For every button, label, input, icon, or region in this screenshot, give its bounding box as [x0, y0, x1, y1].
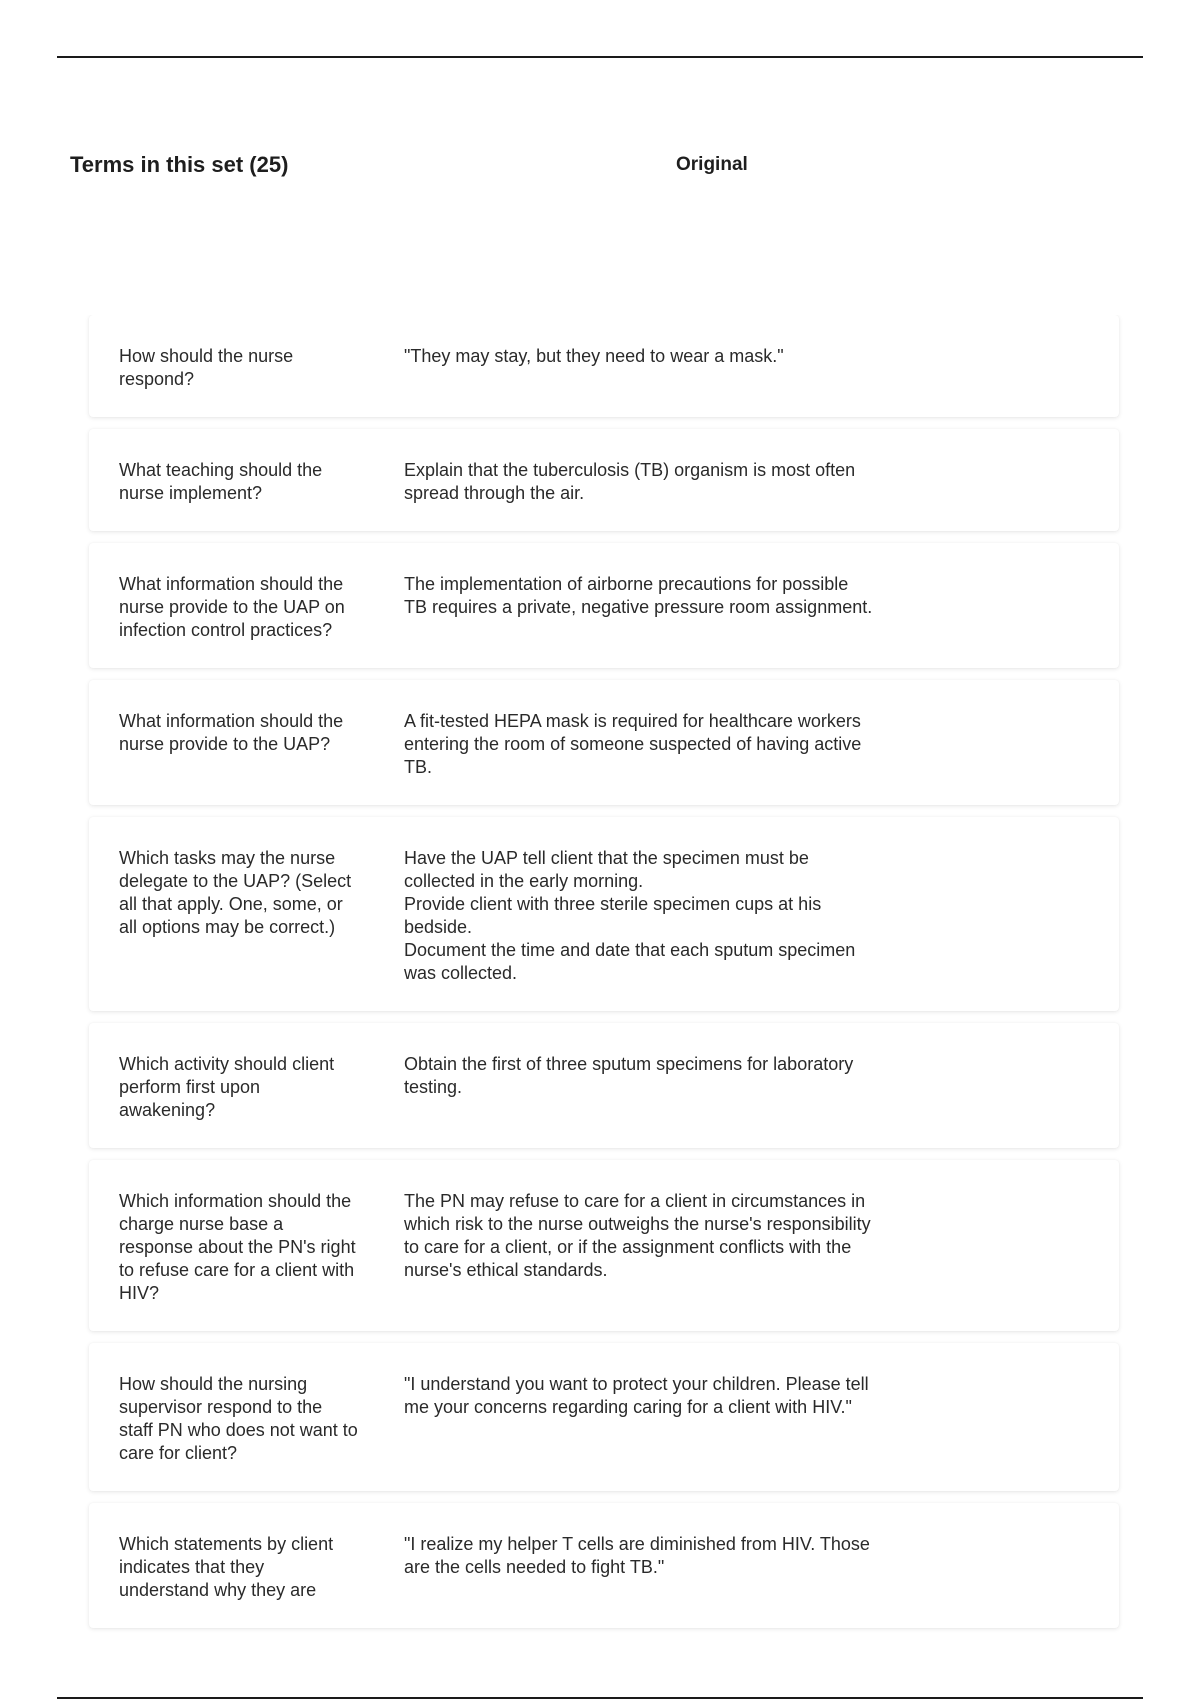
definition-text: Obtain the first of three sputum specimens for laboratory testing.	[404, 1054, 854, 1097]
set-subtitle: Original	[676, 154, 748, 175]
definition-text: "They may stay, but they need to wear a mask."	[404, 346, 784, 366]
terms-list	[89, 315, 1119, 1640]
definition-text: Explain that the tuberculosis (TB) organism is most often spread through the air.	[404, 460, 856, 503]
term-card[interactable]	[89, 1503, 1119, 1628]
term-text: What teaching should the nurse implement?	[119, 460, 323, 503]
term-card[interactable]	[89, 1160, 1119, 1331]
definition-text: Have the UAP tell client that the specimen must be collected in the early morning. Provide client with three sterile specimen cups at his bedside. Document the time and date that each sputum specimen was collected.	[404, 848, 856, 983]
definition-text: The PN may refuse to care for a client in circumstances in which risk to the nurse outweighs the nurse's responsibility to care for a client, or if the assignment conflicts with the nurse's ethical standards.	[404, 1191, 871, 1280]
term-text: What information should the nurse provide to the UAP on infection control practices?	[119, 574, 345, 640]
term-card[interactable]	[89, 429, 1119, 531]
term-card[interactable]	[89, 817, 1119, 1011]
term-text: How should the nursing supervisor respond to the staff PN who does not want to care for client?	[119, 1374, 358, 1463]
top-divider	[57, 56, 1143, 58]
term-card[interactable]	[89, 543, 1119, 668]
definition-text: "I realize my helper T cells are diminished from HIV. Those are the cells needed to fight TB."	[404, 1534, 870, 1577]
set-header	[70, 152, 1120, 192]
bottom-divider	[57, 1697, 1143, 1699]
definition-text: The implementation of airborne precautions for possible TB requires a private, negative pressure room assignment.	[404, 574, 873, 617]
term-card[interactable]	[89, 680, 1119, 805]
term-text: Which tasks may the nurse delegate to the UAP? (Select all that apply. One, some, or all options may be correct.)	[119, 848, 352, 937]
term-text: Which statements by client indicates that they understand why they are	[119, 1534, 334, 1600]
definition-text: "I understand you want to protect your children. Please tell me your concerns regarding caring for a client with HIV."	[404, 1374, 869, 1417]
set-title: Terms in this set (25)	[70, 152, 289, 177]
definition-text: A fit-tested HEPA mask is required for healthcare workers entering the room of someone suspected of having active TB.	[404, 711, 862, 777]
term-text: Which information should the charge nurse base a response about the PN's right to refuse care for a client with HIV?	[119, 1191, 356, 1303]
term-card[interactable]	[89, 1343, 1119, 1491]
term-card[interactable]	[89, 315, 1119, 417]
term-card[interactable]	[89, 1023, 1119, 1148]
terms-list-viewport[interactable]	[0, 315, 1200, 1645]
term-text: Which activity should client perform first upon awakening?	[119, 1054, 335, 1120]
term-text: How should the nurse respond?	[119, 346, 294, 389]
term-text: What information should the nurse provide to the UAP?	[119, 711, 344, 754]
